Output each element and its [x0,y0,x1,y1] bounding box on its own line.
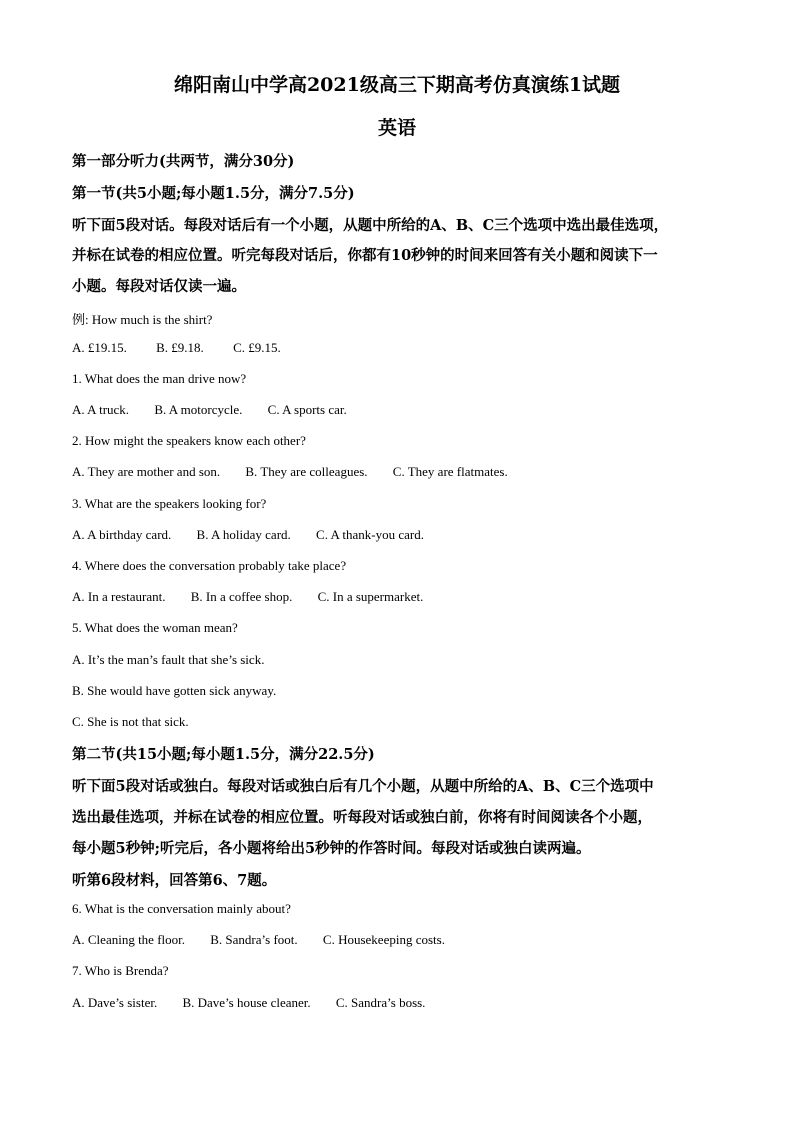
option: B. Dave’s house cleaner. [182,995,311,1010]
option: B. A motorcycle. [154,402,243,417]
option: A. They are mother and son. [72,464,221,479]
option: B. They are colleagues. [245,464,368,479]
section1-instruction-line: 听下面5段对话。每段对话后有一个小题，从题中所给的A、B、C三个选项中选出最佳选项， [72,217,669,234]
option: A. Dave’s sister. [72,995,158,1010]
option: A. In a restaurant. [72,589,166,604]
question-2-options [72,464,508,480]
question-1-options [72,402,347,418]
question-2: 2. How might the speakers know each other? [72,433,306,448]
question-3: 3. What are the speakers looking for? [72,496,267,511]
section1-heading: 第一节(共5小题;每小题1.5分，满分7.5分) [72,185,355,202]
option: B. A holiday card. [196,527,291,542]
question-1: 1. What does the man drive now? [72,371,247,386]
example-question: 例: How much is the shirt? [72,312,213,327]
section2-instruction-line: 选出最佳选项，并标在试卷的相应位置。听每段对话或独白前，你将有时间阅读各个小题， [72,809,652,826]
section2-instruction-line: 听下面5段对话或独白。每段对话或独白后有几个小题，从题中所给的A、B、C三个选项中 [72,778,654,795]
option: B. In a coffee shop. [190,589,293,604]
example-options [72,340,281,356]
option: C. A sports car. [267,402,347,417]
question-6-options [72,932,445,948]
exam-title: 绵阳南山中学高2021级高三下期高考仿真演练1试题 [173,74,621,96]
question-7-options [72,995,425,1011]
section2-instruction-line: 每小题5秒钟;听完后，各小题将给出5秒钟的作答时间。每段对话或独白读两遍。 [72,840,591,857]
question-5-option-a: A. It’s the man’s fault that she’s sick. [72,652,265,667]
part1-heading: 第一部分听力(共两节，满分30分) [72,153,295,170]
question-5: 5. What does the woman mean? [72,620,238,635]
option: B. £9.18. [156,340,204,355]
option: A. Cleaning the floor. [72,932,186,947]
question-4-options [72,589,423,605]
question-5-option-c: C. She is not that sick. [72,714,189,729]
option: A. A truck. [72,402,130,417]
option: C. Sandra’s boss. [335,995,426,1010]
section1-instruction-line: 并标在试卷的相应位置。听完每段对话后，你都有10秒钟的时间来回答有关小题和阅读下一 [72,247,658,264]
option: A. £19.15. [72,340,127,355]
option: C. £9.15. [233,340,281,355]
subject-title: 英语 [377,117,416,139]
question-5-option-b: B. She would have gotten sick anyway. [72,683,277,698]
option: C. In a supermarket. [317,589,424,604]
question-3-options [72,527,424,543]
option: A. A birthday card. [72,527,172,542]
question-4: 4. Where does the conversation probably take place? [72,558,347,573]
section1-instruction-line: 小题。每段对话仅读一遍。 [72,278,246,295]
section2-heading: 第二节(共15小题;每小题1.5分，满分22.5分) [72,746,375,763]
option: B. Sandra’s foot. [210,932,298,947]
material-6-heading: 听第6段材料，回答第6、7题。 [72,872,277,889]
question-6: 6. What is the conversation mainly about? [72,901,291,916]
option: C. A thank-you card. [316,527,425,542]
option: C. They are flatmates. [392,464,508,479]
option: C. Housekeeping costs. [322,932,445,947]
question-7: 7. Who is Brenda? [72,963,169,978]
